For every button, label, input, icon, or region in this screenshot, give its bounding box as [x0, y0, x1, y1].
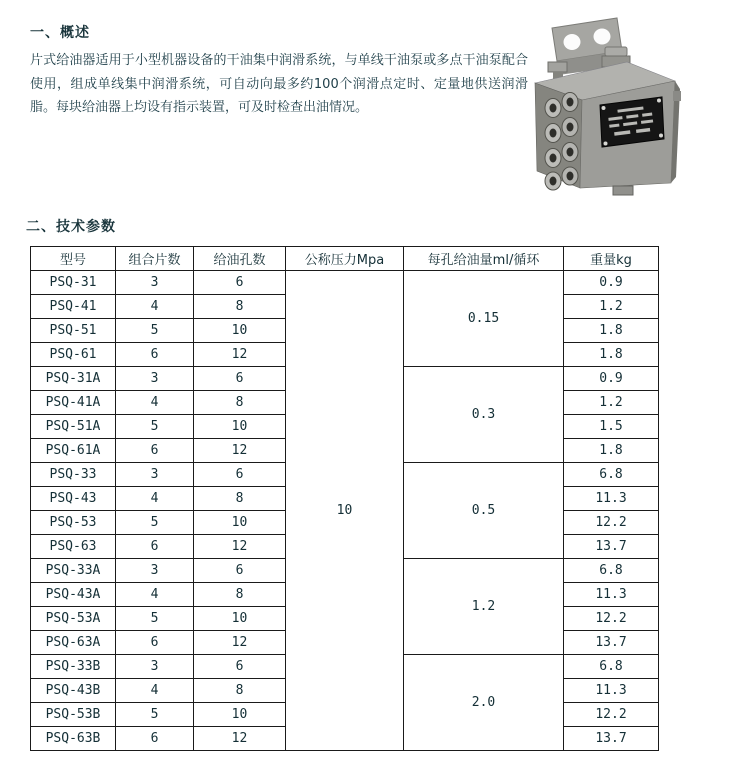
- column-header: 给油孔数: [194, 247, 286, 271]
- model-cell: PSQ-63B: [31, 727, 116, 751]
- plates-cell: 6: [116, 631, 194, 655]
- model-cell: PSQ-53: [31, 511, 116, 535]
- weight-cell: 12.2: [564, 607, 659, 631]
- column-header: 重量kg: [564, 247, 659, 271]
- weight-cell: 0.9: [564, 367, 659, 391]
- weight-cell: 12.2: [564, 703, 659, 727]
- holes-cell: 8: [194, 391, 286, 415]
- weight-cell: 6.8: [564, 655, 659, 679]
- column-header: 每孔给油量ml/循环: [404, 247, 564, 271]
- weight-cell: 11.3: [564, 487, 659, 511]
- holes-cell: 6: [194, 367, 286, 391]
- plates-cell: 5: [116, 319, 194, 343]
- model-cell: PSQ-61: [31, 343, 116, 367]
- model-cell: PSQ-43A: [31, 583, 116, 607]
- oil-per-cycle-cell: 0.5: [404, 463, 564, 559]
- model-cell: PSQ-43: [31, 487, 116, 511]
- plates-cell: 3: [116, 271, 194, 295]
- model-cell: PSQ-33A: [31, 559, 116, 583]
- model-cell: PSQ-33B: [31, 655, 116, 679]
- model-cell: PSQ-33: [31, 463, 116, 487]
- weight-cell: 1.8: [564, 439, 659, 463]
- weight-cell: 11.3: [564, 583, 659, 607]
- spec-table-body: [31, 271, 659, 751]
- holes-cell: 8: [194, 679, 286, 703]
- plates-cell: 6: [116, 439, 194, 463]
- holes-cell: 10: [194, 511, 286, 535]
- model-cell: PSQ-53B: [31, 703, 116, 727]
- plates-cell: 3: [116, 367, 194, 391]
- weight-cell: 0.9: [564, 271, 659, 295]
- holes-cell: 6: [194, 463, 286, 487]
- weight-cell: 13.7: [564, 535, 659, 559]
- plates-cell: 6: [116, 343, 194, 367]
- column-header: 公称压力Mpa: [286, 247, 404, 271]
- holes-cell: 12: [194, 343, 286, 367]
- holes-cell: 8: [194, 295, 286, 319]
- model-cell: PSQ-63A: [31, 631, 116, 655]
- oil-per-cycle-cell: 2.0: [404, 655, 564, 751]
- nameplate: [600, 97, 664, 147]
- weight-cell: 1.8: [564, 343, 659, 367]
- oil-per-cycle-cell: 0.3: [404, 367, 564, 463]
- holes-cell: 10: [194, 319, 286, 343]
- specs-heading: 二、技术参数: [26, 219, 116, 235]
- holes-cell: 8: [194, 487, 286, 511]
- model-cell: PSQ-43B: [31, 679, 116, 703]
- column-header: 型号: [31, 247, 116, 271]
- spec-table-head: [31, 247, 659, 271]
- spec-table: [30, 246, 659, 751]
- weight-cell: 1.5: [564, 415, 659, 439]
- weight-cell: 11.3: [564, 679, 659, 703]
- holes-cell: 12: [194, 535, 286, 559]
- holes-cell: 6: [194, 655, 286, 679]
- model-cell: PSQ-53A: [31, 607, 116, 631]
- weight-cell: 1.2: [564, 391, 659, 415]
- plates-cell: 4: [116, 679, 194, 703]
- holes-cell: 8: [194, 583, 286, 607]
- holes-cell: 12: [194, 727, 286, 751]
- holes-cell: 10: [194, 415, 286, 439]
- holes-cell: 12: [194, 439, 286, 463]
- plates-cell: 5: [116, 511, 194, 535]
- oil-per-cycle-cell: 0.15: [404, 271, 564, 367]
- model-cell: PSQ-31A: [31, 367, 116, 391]
- plates-cell: 4: [116, 487, 194, 511]
- model-cell: PSQ-61A: [31, 439, 116, 463]
- weight-cell: 1.2: [564, 295, 659, 319]
- model-cell: PSQ-31: [31, 271, 116, 295]
- holes-cell: 6: [194, 271, 286, 295]
- plates-cell: 5: [116, 607, 194, 631]
- oil-per-cycle-cell: 1.2: [404, 559, 564, 655]
- plates-cell: 5: [116, 703, 194, 727]
- weight-cell: 6.8: [564, 559, 659, 583]
- pressure-cell: 10: [286, 271, 404, 751]
- model-cell: PSQ-41: [31, 295, 116, 319]
- overview-paragraph: 片式给油器适用于小型机器设备的干油集中润滑系统，与单线干油泵或多点干油泵配合使用，组成单线集中润滑系统，可自动向最多约100个润滑点定时、定量地供送润滑脂。每块给油器上均设有指示装置，可及时检查出油情况。: [30, 53, 528, 115]
- plates-cell: 4: [116, 295, 194, 319]
- header-row: [31, 247, 659, 271]
- weight-cell: 1.8: [564, 319, 659, 343]
- plates-cell: 4: [116, 391, 194, 415]
- column-header: 组合片数: [116, 247, 194, 271]
- holes-cell: 10: [194, 607, 286, 631]
- weight-cell: 13.7: [564, 631, 659, 655]
- plates-cell: 3: [116, 655, 194, 679]
- holes-cell: 10: [194, 703, 286, 727]
- table-row: [31, 271, 659, 295]
- plates-cell: 5: [116, 415, 194, 439]
- weight-cell: 6.8: [564, 463, 659, 487]
- plates-cell: 4: [116, 583, 194, 607]
- model-cell: PSQ-51: [31, 319, 116, 343]
- weight-cell: 12.2: [564, 511, 659, 535]
- plates-cell: 3: [116, 463, 194, 487]
- overview-heading: 一、概述: [30, 25, 90, 41]
- weight-cell: 13.7: [564, 727, 659, 751]
- plates-cell: 6: [116, 727, 194, 751]
- model-cell: PSQ-63: [31, 535, 116, 559]
- holes-cell: 12: [194, 631, 286, 655]
- plates-cell: 3: [116, 559, 194, 583]
- product-photo: [527, 5, 712, 197]
- plates-cell: 6: [116, 535, 194, 559]
- model-cell: PSQ-51A: [31, 415, 116, 439]
- holes-cell: 6: [194, 559, 286, 583]
- model-cell: PSQ-41A: [31, 391, 116, 415]
